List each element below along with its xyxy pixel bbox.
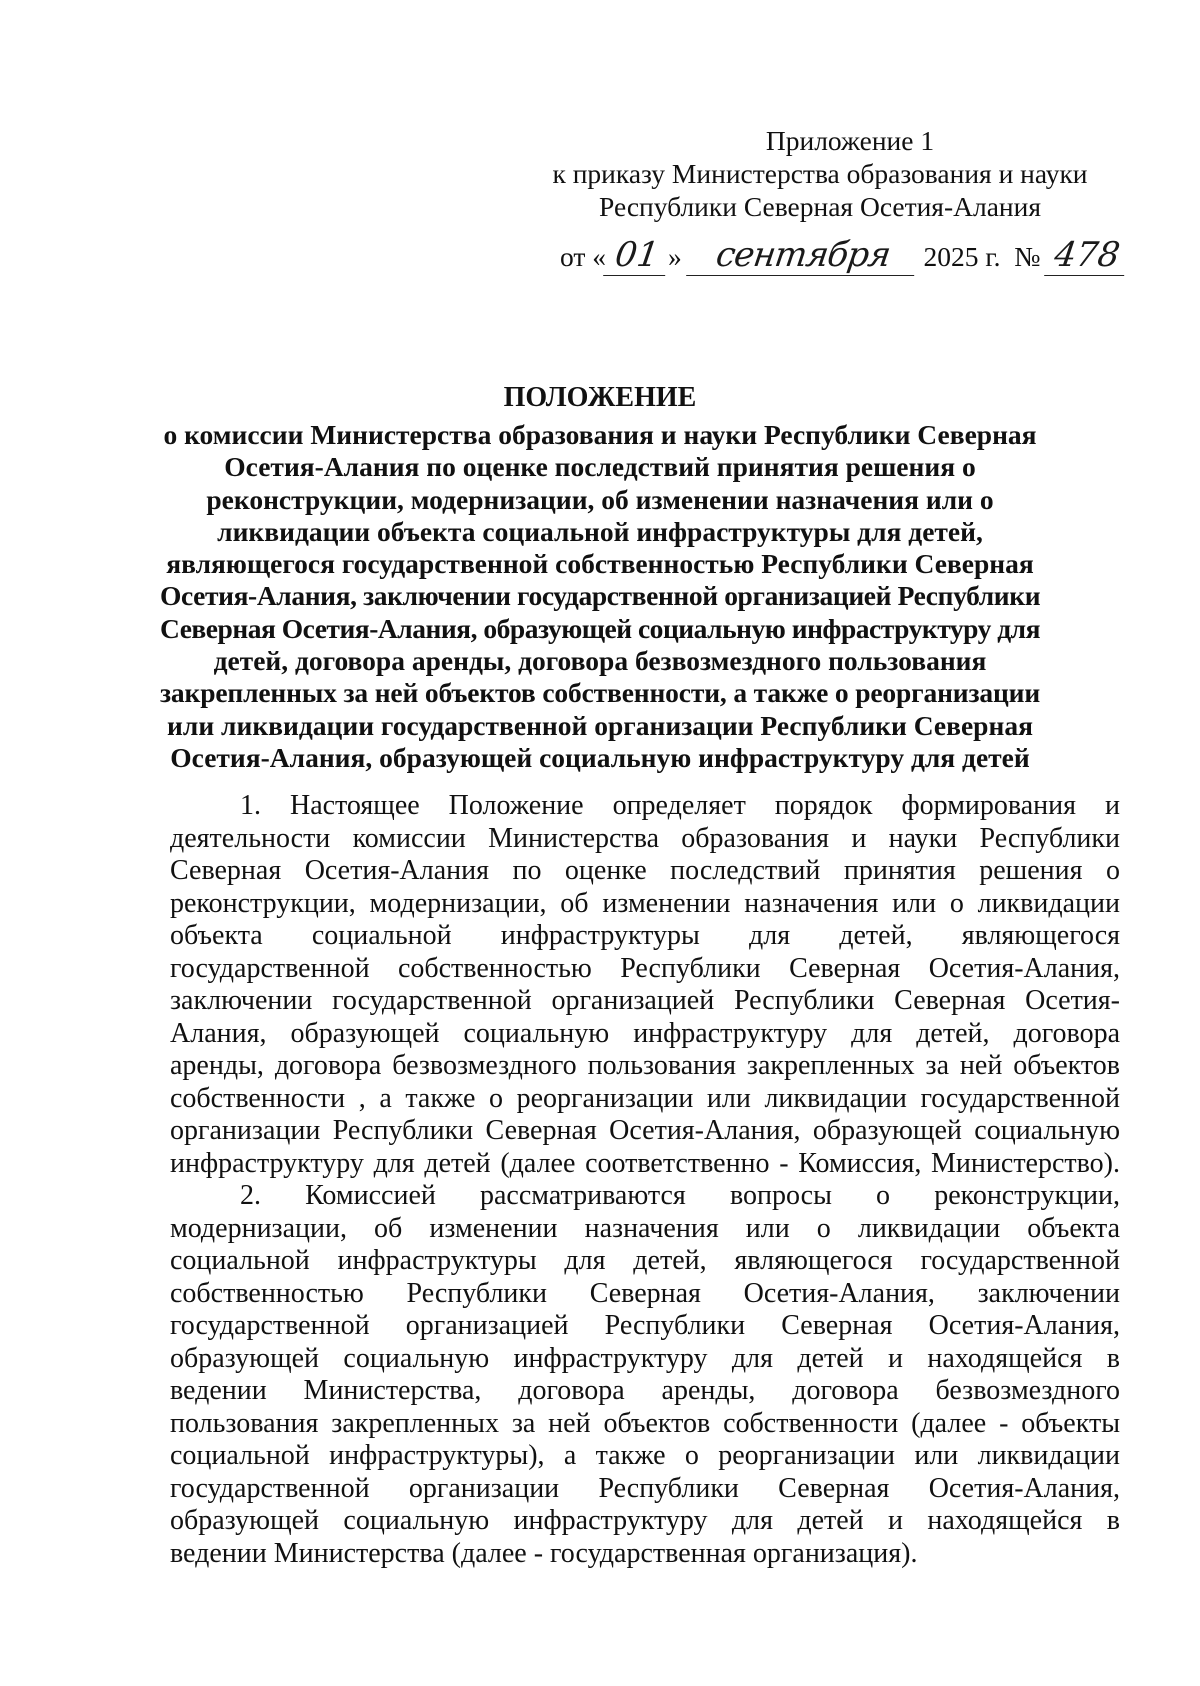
subtitle-line: или ликвидации государственной организации Республики Северная — [167, 709, 1033, 741]
paragraph-line: аренды, договора безвозмездного пользования закрепленных за ней объектов — [170, 1050, 1120, 1081]
handwritten-day: 01 — [603, 235, 671, 276]
paragraph-2 — [170, 1180, 1120, 1570]
document-subtitle — [160, 419, 1040, 774]
handwritten-order-number: 478 — [1044, 235, 1130, 276]
paragraph-line: организации Республики Северная Осетия-Алания, образующей социальную — [170, 1115, 1120, 1146]
paragraph-line: государственной организации Республики Северная Осетия-Алания, — [170, 1472, 1120, 1504]
date-mid: » — [668, 241, 682, 272]
document-body — [170, 790, 1120, 1570]
subtitle-line: Осетия-Алания по оценке последствий принятия решения о — [224, 451, 976, 483]
paragraph-line: ведении Министерства (далее - государственная организация). — [170, 1537, 918, 1569]
paragraph-line: 2. Комиссией рассматриваются вопросы о реконструкции, — [240, 1180, 1120, 1211]
paragraph-line: образующей социальную инфраструктуру для детей и находящейся в — [170, 1342, 1120, 1374]
subtitle-line: Осетия-Алания, заключении государственной организацией Республики — [160, 580, 1041, 612]
paragraph-line: реконструкции, модернизации, об изменении назначения или о ликвидации — [170, 887, 1120, 919]
year: 2025 г. — [923, 241, 1001, 272]
paragraph-line: Алания, образующей социальную инфраструктуру для детей, договора — [170, 1017, 1120, 1049]
paragraph-line: инфраструктуру для детей (далее соответственно - Комиссия, Министерство). — [170, 1147, 1120, 1179]
paragraph-line: заключении государственной организацией Республики Северная Осетия- — [170, 985, 1120, 1016]
order-date-line — [560, 232, 1127, 282]
subtitle-line: Осетия-Алания, образующей социальную инфраструктуру для детей — [170, 741, 1030, 773]
paragraph-line: Северная Осетия-Алания по оценке последствий принятия решения о — [170, 855, 1120, 886]
paragraph-line: объекта социальной инфраструктуры для детей, являющегося — [170, 920, 1120, 951]
number-sign: № — [1014, 241, 1041, 272]
date-prefix: от « — [560, 241, 607, 272]
paragraph-line: деятельности комиссии Министерства образования и науки Республики — [170, 822, 1120, 854]
subtitle-line: детей, договора аренды, договора безвозмездного пользования — [213, 645, 987, 677]
paragraph-line: образующей социальную инфраструктуру для детей и находящейся в — [170, 1505, 1120, 1536]
paragraph-line: 1. Настоящее Положение определяет порядок формирования и — [240, 790, 1120, 821]
republic-name: Республики Северная Осетия-Алания — [599, 191, 1041, 222]
paragraph-line: собственностью Республики Северная Осетия-Алания, заключении — [170, 1277, 1120, 1309]
order-reference: к приказу Министерства образования и науки — [552, 158, 1088, 189]
paragraph-1 — [170, 790, 1120, 1180]
paragraph-line: ведении Министерства, договора аренды, договора безвозмездного — [170, 1375, 1120, 1406]
paragraph-line: собственности , а также о реорганизации или ликвидации государственной — [170, 1082, 1120, 1114]
paragraph-line: государственной собственностью Республики Северная Осетия-Алания, — [170, 952, 1120, 984]
subtitle-line: являющегося государственной собственностью Республики Северная — [166, 548, 1034, 580]
paragraph-line: пользования закрепленных за ней объектов собственности (далее - объекты — [170, 1407, 1120, 1439]
document-title: ПОЛОЖЕНИЕ — [503, 382, 697, 413]
handwritten-month: сентября — [686, 235, 920, 276]
appendix-label: Приложение 1 — [765, 125, 935, 156]
subtitle-line: о комиссии Министерства образования и науки Республики Северная — [163, 419, 1037, 450]
paragraph-line: социальной инфраструктуры для детей, являющегося государственной — [170, 1245, 1120, 1276]
subtitle-line: реконструкции, модернизации, об изменении назначения или о — [206, 483, 994, 515]
subtitle-line: ликвидации объекта социальной инфраструктуры для детей, — [217, 515, 983, 547]
paragraph-line: модернизации, об изменении назначения или о ликвидации объекта — [170, 1212, 1120, 1244]
subtitle-line: Северная Осетия-Алания, образующей социальную инфраструктуру для — [160, 612, 1041, 644]
paragraph-line: социальной инфраструктуры), а также о реорганизации или ликвидации — [170, 1440, 1120, 1471]
subtitle-line: закрепленных за ней объектов собственности, а также о реорганизации — [160, 677, 1041, 709]
appendix-header — [520, 124, 1120, 223]
paragraph-line: государственной организацией Республики Северная Осетия-Алания, — [170, 1310, 1120, 1341]
